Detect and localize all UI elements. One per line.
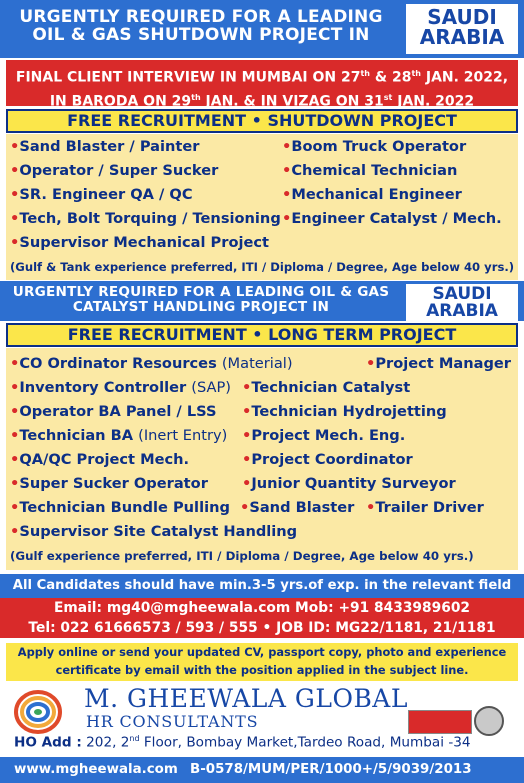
website-link[interactable]: www.mgheewala.com (14, 762, 178, 777)
position-item: •CO Ordinator Resources (Material) (10, 355, 293, 372)
certification-seal-icon (474, 706, 504, 736)
banner-long-term: FREE RECRUITMENT • LONG TERM PROJECT (6, 323, 518, 347)
position-item: •Trailer Driver (366, 499, 484, 516)
section-shutdown-positions (6, 134, 518, 280)
header-title-line1: URGENTLY REQUIRED FOR A LEADING OIL & GAS (12, 284, 390, 300)
position-item: •Tech, Bolt Torquing / Tensioning (10, 210, 281, 227)
position-item: •Operator / Super Sucker (10, 162, 219, 179)
position-item: •Project Manager (366, 355, 512, 372)
company-name: M. GHEEWALA GLOBAL (84, 684, 408, 713)
position-item: •Boom Truck Operator (282, 138, 467, 155)
tel-jobid: Tel: 022 61666573 / 593 / 555 • JOB ID: MG22/1181, 21/1181 (28, 620, 496, 636)
contact-block (0, 598, 524, 638)
header-title-line1: URGENTLY REQUIRED FOR A LEADING (19, 7, 383, 27)
apply-line2: certificate by email with the position applied in the subject line. (55, 663, 469, 677)
position-item: •Technician Bundle Pulling (10, 499, 230, 516)
interview-banner (6, 60, 518, 110)
country-line2: ARABIA (419, 25, 505, 49)
header-shutdown-title (6, 8, 396, 45)
company-branding (6, 684, 518, 756)
head-office-address: HO Add : 202, 2nd Floor, Bombay Market,Tardeo Road, Mumbai -34 (14, 734, 471, 751)
position-item: •Junior Quantity Surveyor (242, 475, 456, 492)
section2-note: (Gulf experience preferred, ITI / Diploma / Degree, Age below 40 yrs.) (10, 549, 474, 563)
company-logo-icon (12, 688, 64, 736)
interview-line1: FINAL CLIENT INTERVIEW IN MUMBAI ON 27th & 28th JAN. 2022, (15, 69, 509, 86)
position-item: •Chemical Technician (282, 162, 458, 179)
position-item: •Super Sucker Operator (10, 475, 208, 492)
position-item: •Supervisor Mechanical Project (10, 234, 270, 251)
country-line1: SAUDI (427, 5, 497, 29)
header-catalyst (0, 281, 524, 321)
position-item: •Technician BA (Inert Entry) (10, 427, 228, 444)
apply-instructions (6, 643, 518, 681)
position-item: •Engineer Catalyst / Mech. (282, 210, 502, 227)
address-label: HO Add : (14, 734, 82, 751)
position-item: •QA/QC Project Mech. (10, 451, 190, 468)
section1-note: (Gulf & Tank experience preferred, ITI / Diploma / Degree, Age below 40 yrs.) (10, 260, 515, 274)
header-shutdown (0, 0, 524, 58)
apply-line1: Apply online or send your updated CV, passport copy, photo and experience (17, 645, 507, 659)
country-line2: ARABIA (426, 301, 498, 321)
position-item: •Supervisor Site Catalyst Handling (10, 523, 298, 540)
banner-shutdown: FREE RECRUITMENT • SHUTDOWN PROJECT (6, 109, 518, 133)
position-item: •Project Mech. Eng. (242, 427, 406, 444)
position-item: •Sand Blaster / Painter (10, 138, 200, 155)
country-line1: SAUDI (432, 284, 492, 304)
license-number: B-0578/MUM/PER/1000+/5/9039/2013 (190, 762, 472, 777)
header-title-line2: CATALYST HANDLING PROJECT IN (72, 298, 330, 315)
country-badge-1 (406, 4, 518, 54)
header-catalyst-title (6, 285, 396, 314)
position-item: •Technician Catalyst (242, 379, 411, 396)
position-item: •Sand Blaster (240, 499, 355, 516)
email-mobile: Email: mg40@mgheewala.com Mob: +91 8433989602 (53, 600, 471, 616)
position-item: •SR. Engineer QA / QC (10, 186, 193, 203)
position-item: •Project Coordinator (242, 451, 413, 468)
footer-bar (0, 757, 524, 783)
position-item: •Operator BA Panel / LSS (10, 403, 217, 420)
interview-line2: IN BARODA ON 29th JAN. & IN VIZAG ON 31st JAN. 2022 (49, 92, 475, 110)
header-title-line2: OIL & GAS SHUTDOWN PROJECT IN (32, 25, 370, 46)
position-item: •Technician Hydrojetting (242, 403, 447, 420)
position-item: •Inventory Controller (SAP) (10, 379, 231, 396)
certification-badge-icon (408, 710, 472, 734)
country-badge-2 (406, 284, 518, 322)
company-subtitle: HR CONSULTANTS (86, 712, 259, 731)
candidates-requirement: All Candidates should have min.3-5 yrs.of exp. in the relevant field (0, 574, 524, 598)
position-item: •Mechanical Engineer (282, 186, 462, 203)
